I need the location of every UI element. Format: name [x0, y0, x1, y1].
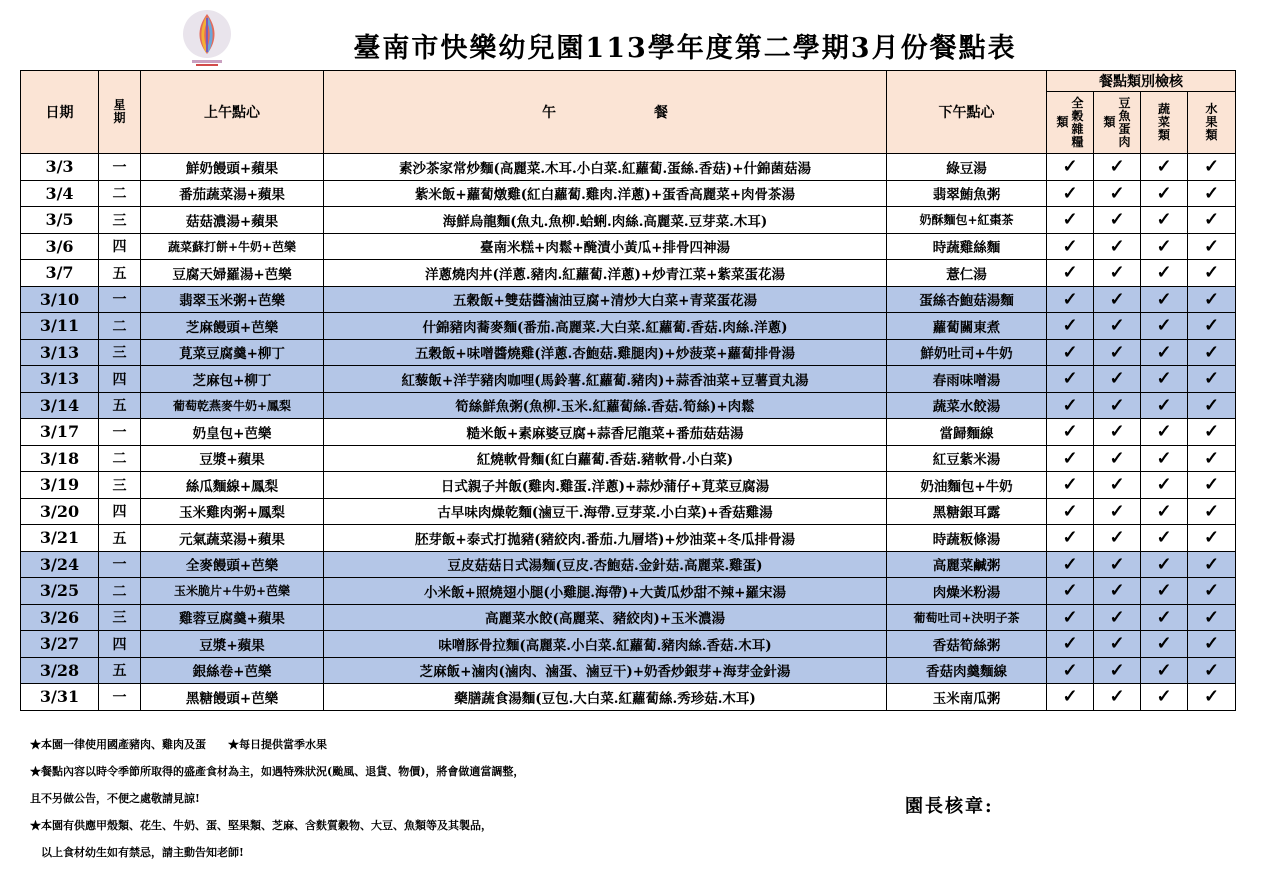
lunch-cell: 高麗菜水餃(高麗菜、豬絞肉)+玉米濃湯: [324, 604, 887, 631]
morning-snack-cell: 豆漿+蘋果: [141, 631, 324, 658]
meal-row: [21, 313, 1236, 340]
morning-snack-cell: 黑糖饅頭+芭樂: [141, 684, 324, 711]
vegetables-check-icon: ✓: [1141, 207, 1188, 234]
afternoon-snack-cell: 黑糖銀耳露: [887, 498, 1047, 525]
lunch-cell: 小米飯+照燒翅小腿(小雞腿.海帶)+大黃瓜炒甜不辣+羅宋湯: [324, 578, 887, 605]
afternoon-snack-cell: 香菇筍絲粥: [887, 631, 1047, 658]
date-cell: 3/25: [21, 578, 99, 605]
meal-row: [21, 286, 1236, 313]
lunch-cell: 五穀飯+味噌醬燒雞(洋蔥.杏鮑菇.雞腿肉)+炒菠菜+蘿蔔排骨湯: [324, 339, 887, 366]
weekday-cell: 三: [99, 604, 141, 631]
afternoon-snack-cell: 高麗菜鹹粥: [887, 551, 1047, 578]
weekday-cell: 四: [99, 233, 141, 260]
meal-row: [21, 392, 1236, 419]
header-grains: 類 全穀雜糧: [1047, 92, 1094, 154]
lunch-cell: 豆皮菇菇日式湯麵(豆皮.杏鮑菇.金針菇.高麗菜.雞蛋): [324, 551, 887, 578]
fruits-check-icon: ✓: [1188, 472, 1236, 499]
header-fruits: 水果類: [1188, 92, 1236, 154]
fruits-check-icon: ✓: [1188, 154, 1236, 181]
vegetables-check-icon: ✓: [1141, 684, 1188, 711]
protein-check-icon: ✓: [1094, 419, 1141, 446]
meal-row: [21, 207, 1236, 234]
lunch-cell: 日式親子丼飯(雞肉.雞蛋.洋蔥)+蒜炒蒲仔+莧菜豆腐湯: [324, 472, 887, 499]
meal-row: [21, 472, 1236, 499]
weekday-cell: 二: [99, 578, 141, 605]
grains-check-icon: ✓: [1047, 684, 1094, 711]
meal-row: [21, 578, 1236, 605]
fruits-check-icon: ✓: [1188, 366, 1236, 393]
grains-check-icon: ✓: [1047, 657, 1094, 684]
weekday-cell: 五: [99, 657, 141, 684]
meal-rows: [21, 154, 1236, 711]
weekday-cell: 五: [99, 392, 141, 419]
protein-check-icon: ✓: [1094, 339, 1141, 366]
meal-row: [21, 419, 1236, 446]
morning-snack-cell: 芝麻饅頭+芭樂: [141, 313, 324, 340]
weekday-cell: 二: [99, 445, 141, 472]
date-cell: 3/18: [21, 445, 99, 472]
morning-snack-cell: 菇菇濃湯+蘋果: [141, 207, 324, 234]
date-cell: 3/24: [21, 551, 99, 578]
protein-check-icon: ✓: [1094, 313, 1141, 340]
fruits-check-icon: ✓: [1188, 260, 1236, 287]
date-cell: 3/7: [21, 260, 99, 287]
vegetables-check-icon: ✓: [1141, 313, 1188, 340]
vegetables-check-icon: ✓: [1141, 472, 1188, 499]
grains-check-icon: ✓: [1047, 180, 1094, 207]
grains-check-icon: ✓: [1047, 604, 1094, 631]
protein-check-icon: ✓: [1094, 207, 1141, 234]
morning-snack-cell: 翡翠玉米粥+芭樂: [141, 286, 324, 313]
kindergarten-logo: [178, 8, 236, 68]
date-cell: 3/13: [21, 366, 99, 393]
header-morning-snack: 上午點心: [141, 71, 324, 154]
lunch-cell: 什錦豬肉蕎麥麵(番茄.高麗菜.大白菜.紅蘿蔔.香菇.肉絲.洋蔥): [324, 313, 887, 340]
meal-row: [21, 233, 1236, 260]
lunch-cell: 古早味肉燥乾麵(滷豆干.海帶.豆芽菜.小白菜)+香菇雞湯: [324, 498, 887, 525]
vegetables-check-icon: ✓: [1141, 233, 1188, 260]
lunch-cell: 紫米飯+蘿蔔燉雞(紅白蘿蔔.雞肉.洋蔥)+蛋香高麗菜+肉骨茶湯: [324, 180, 887, 207]
lunch-cell: 胚芽飯+泰式打拋豬(豬絞肉.番茄.九層塔)+炒油菜+冬瓜排骨湯: [324, 525, 887, 552]
grains-check-icon: ✓: [1047, 445, 1094, 472]
grains-check-icon: ✓: [1047, 260, 1094, 287]
protein-check-icon: ✓: [1094, 604, 1141, 631]
lunch-cell: 藥膳蔬食湯麵(豆包.大白菜.紅蘿蔔絲.秀珍菇.木耳): [324, 684, 887, 711]
afternoon-snack-cell: 時蔬粄條湯: [887, 525, 1047, 552]
weekday-cell: 二: [99, 180, 141, 207]
afternoon-snack-cell: 綠豆湯: [887, 154, 1047, 181]
weekday-cell: 三: [99, 207, 141, 234]
fruits-check-icon: ✓: [1188, 419, 1236, 446]
protein-check-icon: ✓: [1094, 260, 1141, 287]
meal-row: [21, 657, 1236, 684]
vegetables-check-icon: ✓: [1141, 631, 1188, 658]
protein-check-icon: ✓: [1094, 578, 1141, 605]
page-title: 臺南市快樂幼兒園113學年度第二學期3月份餐點表: [353, 33, 1017, 64]
fruits-check-icon: ✓: [1188, 604, 1236, 631]
date-cell: 3/31: [21, 684, 99, 711]
date-cell: 3/26: [21, 604, 99, 631]
notes-section: [30, 735, 850, 870]
weekday-cell: 五: [99, 525, 141, 552]
afternoon-snack-cell: 紅豆紫米湯: [887, 445, 1047, 472]
morning-snack-cell: 銀絲卷+芭樂: [141, 657, 324, 684]
protein-check-icon: ✓: [1094, 233, 1141, 260]
vegetables-check-icon: ✓: [1141, 578, 1188, 605]
vegetables-check-icon: ✓: [1141, 551, 1188, 578]
vegetables-check-icon: ✓: [1141, 525, 1188, 552]
protein-check-icon: ✓: [1094, 180, 1141, 207]
afternoon-snack-cell: 奶油麵包+牛奶: [887, 472, 1047, 499]
fruits-check-icon: ✓: [1188, 339, 1236, 366]
meal-row: [21, 366, 1236, 393]
afternoon-snack-cell: 翡翠鮪魚粥: [887, 180, 1047, 207]
weekday-cell: 四: [99, 498, 141, 525]
afternoon-snack-cell: 葡萄吐司+決明子茶: [887, 604, 1047, 631]
grains-check-icon: ✓: [1047, 631, 1094, 658]
meal-row: [21, 339, 1236, 366]
fruits-check-icon: ✓: [1188, 392, 1236, 419]
grains-check-icon: ✓: [1047, 339, 1094, 366]
morning-snack-cell: 豆腐天婦羅湯+芭樂: [141, 260, 324, 287]
weekday-cell: 二: [99, 313, 141, 340]
fruits-check-icon: ✓: [1188, 233, 1236, 260]
protein-check-icon: ✓: [1094, 154, 1141, 181]
morning-snack-cell: 元氣蔬菜湯+蘋果: [141, 525, 324, 552]
lunch-cell: 芝麻飯+滷肉(滷肉、滷蛋、滷豆干)+奶香炒銀芽+海芽金針湯: [324, 657, 887, 684]
weekday-cell: 四: [99, 366, 141, 393]
meal-row: [21, 684, 1236, 711]
protein-check-icon: ✓: [1094, 657, 1141, 684]
morning-snack-cell: 豆漿+蘋果: [141, 445, 324, 472]
protein-check-icon: ✓: [1094, 498, 1141, 525]
afternoon-snack-cell: 香菇肉羹麵線: [887, 657, 1047, 684]
lunch-cell: 味噌豚骨拉麵(高麗菜.小白菜.紅蘿蔔.豬肉絲.香菇.木耳): [324, 631, 887, 658]
lunch-cell: 筍絲鮮魚粥(魚柳.玉米.紅蘿蔔絲.香菇.筍絲)+肉鬆: [324, 392, 887, 419]
afternoon-snack-cell: 玉米南瓜粥: [887, 684, 1047, 711]
meal-row: [21, 498, 1236, 525]
date-cell: 3/21: [21, 525, 99, 552]
lunch-cell: 紅燒軟骨麵(紅白蘿蔔.香菇.豬軟骨.小白菜): [324, 445, 887, 472]
afternoon-snack-cell: 肉燥米粉湯: [887, 578, 1047, 605]
header-check-group: 餐點類別檢核: [1047, 71, 1236, 92]
weekday-cell: 一: [99, 419, 141, 446]
protein-check-icon: ✓: [1094, 525, 1141, 552]
vegetables-check-icon: ✓: [1141, 154, 1188, 181]
header-date: 日期: [21, 71, 99, 154]
morning-snack-cell: 鮮奶饅頭+蘋果: [141, 154, 324, 181]
meal-schedule-table: [20, 70, 1236, 711]
meal-row: [21, 445, 1236, 472]
afternoon-snack-cell: 春雨味噌湯: [887, 366, 1047, 393]
date-cell: 3/6: [21, 233, 99, 260]
grains-check-icon: ✓: [1047, 366, 1094, 393]
weekday-cell: 三: [99, 472, 141, 499]
date-cell: 3/5: [21, 207, 99, 234]
afternoon-snack-cell: 奶酥麵包+紅棗茶: [887, 207, 1047, 234]
protein-check-icon: ✓: [1094, 684, 1141, 711]
vegetables-check-icon: ✓: [1141, 657, 1188, 684]
date-cell: 3/27: [21, 631, 99, 658]
morning-snack-cell: 蔬菜蘇打餅+牛奶+芭樂: [141, 233, 324, 260]
protein-check-icon: ✓: [1094, 472, 1141, 499]
morning-snack-cell: 雞蓉豆腐羹+蘋果: [141, 604, 324, 631]
morning-snack-cell: 玉米脆片+牛奶+芭樂: [141, 578, 324, 605]
grains-check-icon: ✓: [1047, 313, 1094, 340]
weekday-cell: 四: [99, 631, 141, 658]
grains-check-icon: ✓: [1047, 207, 1094, 234]
note-line: 以上食材幼生如有禁忌，請主動告知老師!: [30, 846, 244, 859]
vegetables-check-icon: ✓: [1141, 366, 1188, 393]
date-cell: 3/17: [21, 419, 99, 446]
morning-snack-cell: 絲瓜麵線+鳳梨: [141, 472, 324, 499]
grains-check-icon: ✓: [1047, 392, 1094, 419]
fruits-check-icon: ✓: [1188, 445, 1236, 472]
lunch-cell: 臺南米糕+肉鬆+醃漬小黃瓜+排骨四神湯: [324, 233, 887, 260]
fruits-check-icon: ✓: [1188, 525, 1236, 552]
lunch-cell: 五穀飯+雙菇醬滷油豆腐+清炒大白菜+青菜蛋花湯: [324, 286, 887, 313]
fruits-check-icon: ✓: [1188, 180, 1236, 207]
note-line: ★本園一律使用國產豬肉、雞肉及蛋 ★每日提供當季水果: [30, 738, 327, 751]
protein-check-icon: ✓: [1094, 392, 1141, 419]
meal-row: [21, 604, 1236, 631]
date-cell: 3/13: [21, 339, 99, 366]
weekday-cell: 一: [99, 684, 141, 711]
morning-snack-cell: 莧菜豆腐羹+柳丁: [141, 339, 324, 366]
afternoon-snack-cell: 蔬菜水餃湯: [887, 392, 1047, 419]
protein-check-icon: ✓: [1094, 366, 1141, 393]
grains-check-icon: ✓: [1047, 154, 1094, 181]
vegetables-check-icon: ✓: [1141, 339, 1188, 366]
fruits-check-icon: ✓: [1188, 286, 1236, 313]
grains-check-icon: ✓: [1047, 578, 1094, 605]
afternoon-snack-cell: 蘿蔔關東煮: [887, 313, 1047, 340]
note-line: ★本園有供應甲殼類、花生、牛奶、蛋、堅果類、芝麻、含麩質穀物、大豆、魚類等及其製品，: [30, 819, 492, 832]
meal-row: [21, 525, 1236, 552]
fruits-check-icon: ✓: [1188, 657, 1236, 684]
date-cell: 3/4: [21, 180, 99, 207]
afternoon-snack-cell: 當歸麵線: [887, 419, 1047, 446]
grains-check-icon: ✓: [1047, 233, 1094, 260]
header-weekday: 星期: [99, 71, 141, 154]
vegetables-check-icon: ✓: [1141, 392, 1188, 419]
weekday-cell: 一: [99, 286, 141, 313]
grains-check-icon: ✓: [1047, 472, 1094, 499]
vegetables-check-icon: ✓: [1141, 260, 1188, 287]
grains-check-icon: ✓: [1047, 419, 1094, 446]
morning-snack-cell: 玉米雞肉粥+鳳梨: [141, 498, 324, 525]
fruits-check-icon: ✓: [1188, 631, 1236, 658]
note-line: 且不另做公告，不便之處敬請見諒!: [30, 792, 200, 805]
vegetables-check-icon: ✓: [1141, 604, 1188, 631]
fruits-check-icon: ✓: [1188, 551, 1236, 578]
lunch-cell: 素沙茶家常炒麵(高麗菜.木耳.小白菜.紅蘿蔔.蛋絲.香菇)+什錦菌菇湯: [324, 154, 887, 181]
afternoon-snack-cell: 鮮奶吐司+牛奶: [887, 339, 1047, 366]
protein-check-icon: ✓: [1094, 445, 1141, 472]
weekday-cell: 一: [99, 551, 141, 578]
fruits-check-icon: ✓: [1188, 207, 1236, 234]
lunch-cell: 洋蔥燒肉丼(洋蔥.豬肉.紅蘿蔔.洋蔥)+炒青江菜+紫菜蛋花湯: [324, 260, 887, 287]
lunch-cell: 海鮮烏龍麵(魚丸.魚柳.蛤蜊.肉絲.高麗菜.豆芽菜.木耳): [324, 207, 887, 234]
fruits-check-icon: ✓: [1188, 313, 1236, 340]
morning-snack-cell: 番茄蔬菜湯+蘋果: [141, 180, 324, 207]
protein-check-icon: ✓: [1094, 551, 1141, 578]
protein-check-icon: ✓: [1094, 286, 1141, 313]
principal-stamp-label: 園長核章:: [905, 796, 994, 817]
meal-row: [21, 154, 1236, 181]
date-cell: 3/19: [21, 472, 99, 499]
vegetables-check-icon: ✓: [1141, 180, 1188, 207]
morning-snack-cell: 葡萄乾燕麥牛奶+鳳梨: [141, 392, 324, 419]
meal-row: [21, 180, 1236, 207]
grains-check-icon: ✓: [1047, 525, 1094, 552]
meal-row: [21, 631, 1236, 658]
date-cell: 3/3: [21, 154, 99, 181]
weekday-cell: 一: [99, 154, 141, 181]
lunch-cell: 糙米飯+素麻婆豆腐+蒜香尼龍菜+番茄菇菇湯: [324, 419, 887, 446]
grains-check-icon: ✓: [1047, 551, 1094, 578]
afternoon-snack-cell: 蛋絲杏鮑菇湯麵: [887, 286, 1047, 313]
morning-snack-cell: 全麥饅頭+芭樂: [141, 551, 324, 578]
vegetables-check-icon: ✓: [1141, 419, 1188, 446]
fruits-check-icon: ✓: [1188, 578, 1236, 605]
afternoon-snack-cell: 時蔬雞絲麵: [887, 233, 1047, 260]
note-line: ★餐點內容以時令季節所取得的盛產食材為主，如遇特殊狀況(颱風、退貨、物價)，將會做適當調整，: [30, 765, 525, 778]
fruits-check-icon: ✓: [1188, 498, 1236, 525]
lunch-cell: 紅藜飯+洋芋豬肉咖哩(馬鈴薯.紅蘿蔔.豬肉)+蒜香油菜+豆薯貢丸湯: [324, 366, 887, 393]
morning-snack-cell: 奶皇包+芭樂: [141, 419, 324, 446]
header-afternoon-snack: 下午點心: [887, 71, 1047, 154]
date-cell: 3/11: [21, 313, 99, 340]
weekday-cell: 五: [99, 260, 141, 287]
meal-row: [21, 260, 1236, 287]
afternoon-snack-cell: 薏仁湯: [887, 260, 1047, 287]
vegetables-check-icon: ✓: [1141, 286, 1188, 313]
grains-check-icon: ✓: [1047, 286, 1094, 313]
header-protein: 類 豆魚蛋肉: [1094, 92, 1141, 154]
date-cell: 3/10: [21, 286, 99, 313]
date-cell: 3/20: [21, 498, 99, 525]
protein-check-icon: ✓: [1094, 631, 1141, 658]
morning-snack-cell: 芝麻包+柳丁: [141, 366, 324, 393]
header-lunch: 午 餐: [324, 71, 887, 154]
header-vegetables: 蔬菜類: [1141, 92, 1188, 154]
grains-check-icon: ✓: [1047, 498, 1094, 525]
meal-row: [21, 551, 1236, 578]
date-cell: 3/14: [21, 392, 99, 419]
vegetables-check-icon: ✓: [1141, 498, 1188, 525]
weekday-cell: 三: [99, 339, 141, 366]
date-cell: 3/28: [21, 657, 99, 684]
fruits-check-icon: ✓: [1188, 684, 1236, 711]
vegetables-check-icon: ✓: [1141, 445, 1188, 472]
